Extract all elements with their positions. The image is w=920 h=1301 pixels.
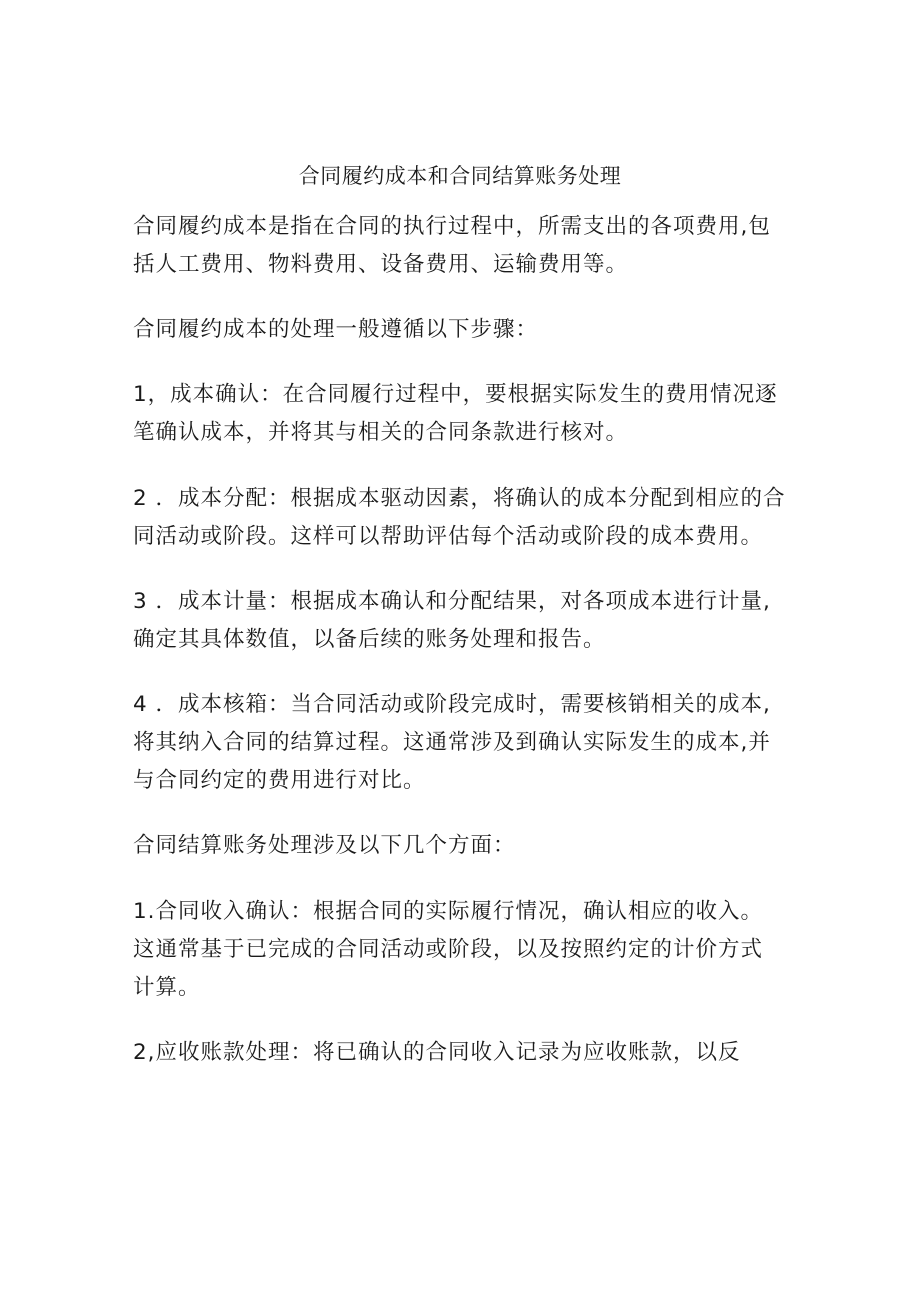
paragraph-line: 与合同约定的费用进行对比。 [133,768,426,793]
paragraph-step-1 [133,376,813,452]
paragraph-line: 1.合同收入确认：根据合同的实际履行情况，确认相应的收入。 [133,899,764,924]
paragraph-step-4 [133,686,813,800]
paragraph-line: 计算。 [133,975,201,1000]
paragraph-settlement-2 [133,1034,813,1072]
paragraph-line: 笔确认成本，并将其与相关的合同条款进行核对。 [133,420,629,445]
paragraph-line: 合同履约成本是指在合同的执行过程中，所需支出的各项费用,包 [133,214,771,239]
paragraph-line: 同活动或阶段。这样可以帮助评估每个活动或阶段的成本费用。 [133,524,764,549]
paragraph-line: 2,应收账款处理：将已确认的合同收入记录为应收账款，以反 [133,1040,741,1065]
paragraph-cost-steps-heading [133,311,813,349]
paragraph-line: 1，成本确认：在合同履行过程中，要根据实际发生的费用情况逐 [133,382,778,407]
paragraph-line: 2 ．成本分配：根据成本驱动因素，将确认的成本分配到相应的合 [133,486,786,511]
paragraph-line: 确定其具体数值，以备后续的账务处理和报告。 [133,627,606,652]
paragraph-line: 4 ．成本核箱：当合同活动或阶段完成时，需要核销相关的成本, [133,692,771,717]
paragraph-step-3 [133,583,813,659]
paragraph-line: 将其纳入合同的结算过程。这通常涉及到确认实际发生的成本,并 [133,730,771,755]
paragraph-line: 合同履约成本的处理一般遵循以下步骤： [133,317,539,342]
paragraph-line: 3 ．成本计量：根据成本确认和分配结果，对各项成本进行计量, [133,589,771,614]
paragraph-line: 这通常基于已完成的合同活动或阶段，以及按照约定的计价方式 [133,937,764,962]
document-title: 合同履约成本和合同结算账务处理 [298,164,622,188]
paragraph-settlement-heading [133,827,813,865]
paragraph-intro [133,208,813,284]
paragraph-step-2 [133,480,813,556]
paragraph-settlement-1 [133,893,813,1007]
paragraph-line: 括人工费用、物料费用、设备费用、运输费用等。 [133,252,629,277]
paragraph-line: 合同结算账务处理涉及以下几个方面： [133,833,516,858]
